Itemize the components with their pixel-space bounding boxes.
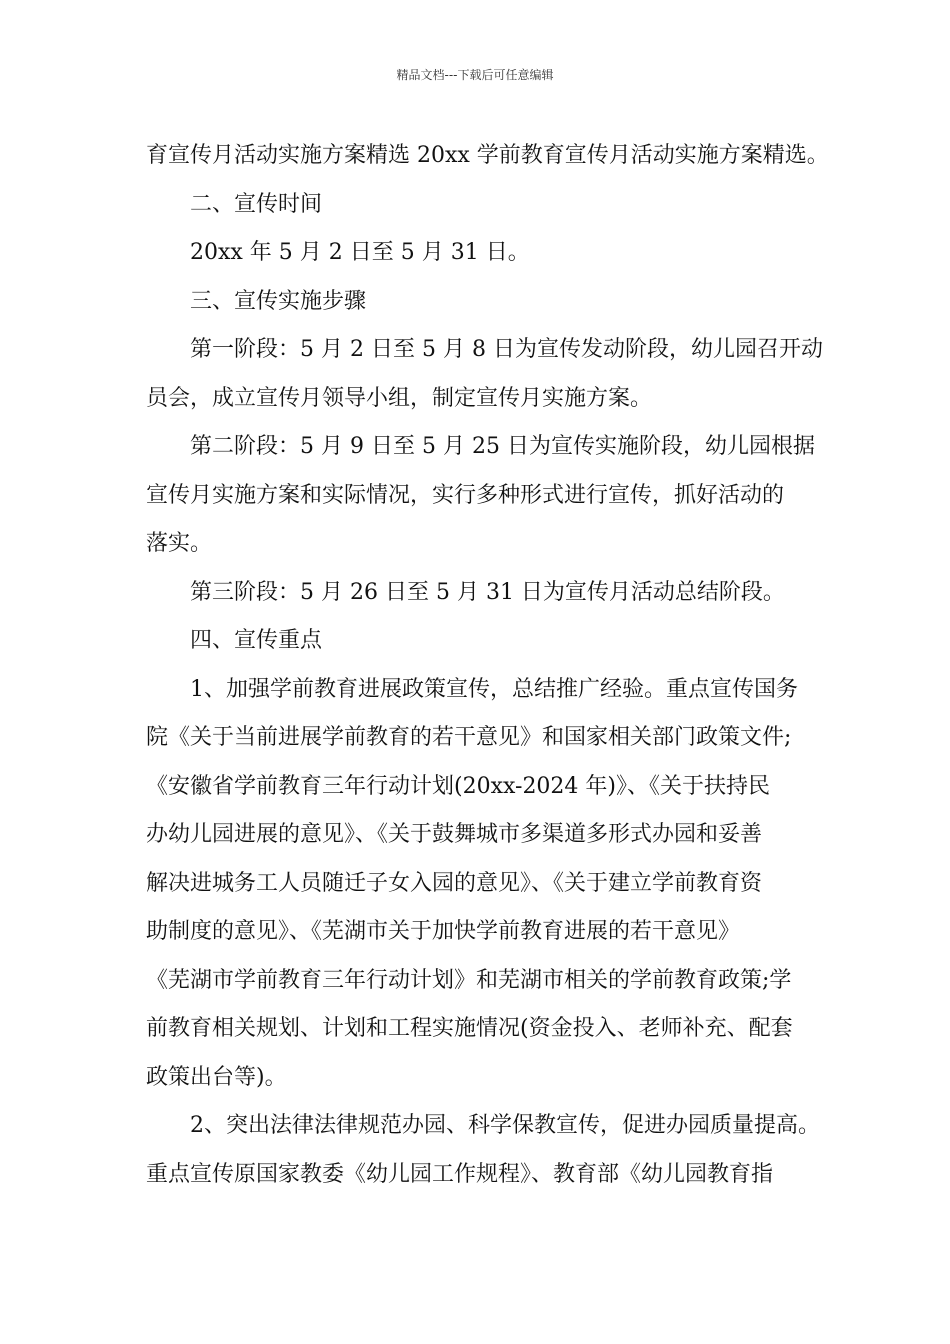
- section-heading: 四、宣传重点: [190, 628, 323, 653]
- page-header: 精品文档---下载后可任意编辑: [396, 68, 554, 82]
- paragraph-line: 2、突出法律法律规范办园、科学保教宣传，促进办园质量提高。: [190, 1113, 820, 1138]
- paragraph-line: 办幼儿园进展的意见》、《关于鼓舞城市多渠道多形式办园和妥善: [146, 822, 763, 847]
- paragraph-line: 第三阶段：5 月 26 日至 5 月 31 日为宣传月活动总结阶段。: [190, 579, 785, 605]
- paragraph-line: 员会，成立宣传月领导小组，制定宣传月实施方案。: [146, 385, 653, 411]
- paragraph-line: 院《关于当前进展学前教育的若干意见》和国家相关部门政策文件;: [146, 725, 792, 750]
- paragraph-line: 助制度的意见》、《芜湖市关于加快学前教育进展的若干意见》: [146, 919, 741, 944]
- paragraph-line: 落实。: [146, 531, 213, 556]
- paragraph-line: 育宣传月活动实施方案精选 20xx 学前教育宣传月活动实施方案精选。: [146, 143, 829, 168]
- paragraph-line: 20xx 年 5 月 2 日至 5 月 31 日。: [190, 240, 530, 265]
- paragraph-line: 1、加强学前教育进展政策宣传，总结推广经验。重点宣传国务: [190, 676, 798, 702]
- section-heading: 三、宣传实施步骤: [190, 288, 367, 314]
- paragraph-line: 政策出台等)。: [146, 1064, 287, 1090]
- paragraph-line: 宣传月实施方案和实际情况，实行多种形式进行宣传，抓好活动的: [146, 482, 785, 508]
- section-heading: 二、宣传时间: [190, 191, 323, 217]
- document-body: [146, 132, 829, 1199]
- paragraph-line: 《芜湖市学前教育三年行动计划》和芜湖市相关的学前教育政策;学: [146, 967, 792, 993]
- paragraph-line: 《安徽省学前教育三年行动计划(20xx-2024 年)》、《关于扶持民: [146, 773, 771, 799]
- paragraph-line: 前教育相关规划、计划和工程实施情况(资金投入、老师补充、配套: [146, 1016, 793, 1041]
- paragraph-line: 第一阶段：5 月 2 日至 5 月 8 日为宣传发动阶段，幼儿园召开动: [190, 337, 823, 362]
- paragraph-line: 第二阶段：5 月 9 日至 5 月 25 日为宣传实施阶段，幼儿园根据: [190, 434, 815, 459]
- paragraph-line: 解决进城务工人员随迁子女入园的意见》、《关于建立学前教育资: [146, 870, 763, 896]
- paragraph-line: 重点宣传原国家教委《幼儿园工作规程》、教育部《幼儿园教育指: [146, 1161, 774, 1187]
